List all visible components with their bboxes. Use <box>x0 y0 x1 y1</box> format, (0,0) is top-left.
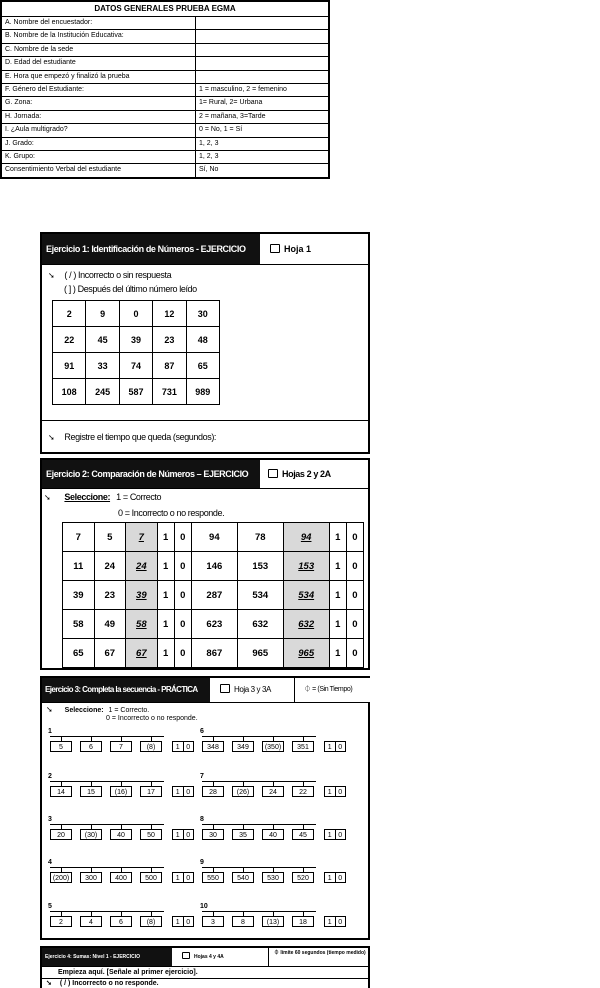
answer-cell: 39 <box>126 581 158 610</box>
arrow-icon: ➘ <box>44 493 51 502</box>
score-incorrect[interactable]: 0 <box>186 744 191 751</box>
exercise-1-grid <box>52 300 220 405</box>
general-row-label: K. Grupo: <box>2 151 196 163</box>
general-row <box>2 164 328 176</box>
select-label: Seleccione: <box>64 707 104 714</box>
score-correct[interactable]: 1 <box>173 873 184 882</box>
sequence-number: 7 <box>200 773 204 780</box>
sheet-label: Hoja 1 <box>284 244 312 254</box>
general-row <box>2 57 328 70</box>
score-options[interactable] <box>324 741 346 752</box>
sequence-item: 4 <box>80 916 102 927</box>
sequence-item: 15 <box>80 786 102 797</box>
number-cell[interactable]: 33 <box>86 353 119 379</box>
score-option[interactable]: 1 <box>329 581 346 610</box>
general-row-label: Consentimiento Verbal del estudiante <box>2 164 196 176</box>
sheets-label: Hojas 2 y 2A <box>282 469 331 479</box>
number-cell[interactable]: 2 <box>53 301 86 327</box>
sequence-item: (30) <box>80 829 102 840</box>
number-cell[interactable]: 22 <box>53 327 86 353</box>
score-incorrect[interactable]: 0 <box>186 789 191 796</box>
sequence-item: 351 <box>292 741 314 752</box>
sequence-item: 20 <box>50 829 72 840</box>
answer-cell: 7 <box>126 523 158 552</box>
general-row-label: E. Hora que empezó y finalizó la prueba <box>2 71 196 83</box>
number-cell: 11 <box>63 552 95 581</box>
general-row-value: 1, 2, 3 <box>199 152 219 160</box>
number-cell: 5 <box>94 523 126 552</box>
score-option[interactable]: 1 <box>157 639 174 668</box>
general-row-value: 1, 2, 3 <box>199 139 219 147</box>
general-row <box>2 151 328 164</box>
score-incorrect[interactable]: 0 <box>338 789 343 796</box>
score-correct[interactable]: 1 <box>325 787 336 796</box>
score-option[interactable]: 0 <box>346 610 363 639</box>
sequence-item: (200) <box>50 872 72 883</box>
book-icon <box>270 244 280 253</box>
sequence-number: 4 <box>48 859 52 866</box>
exercise-2-section <box>40 458 370 670</box>
general-row <box>2 17 328 30</box>
score-incorrect[interactable]: 0 <box>338 875 343 882</box>
exercise-4-limit: ⏀ límite 60 segundos (tiempo medido) <box>274 950 366 956</box>
number-cell: 23 <box>94 581 126 610</box>
score-incorrect[interactable]: 0 <box>186 832 191 839</box>
sequence-item: 540 <box>232 872 254 883</box>
sequence-number: 9 <box>200 859 204 866</box>
sequence-number: 3 <box>48 816 52 823</box>
score-option[interactable]: 0 <box>174 581 191 610</box>
sequence-item: (8) <box>140 916 162 927</box>
score-option[interactable]: 0 <box>174 610 191 639</box>
answer-cell: 58 <box>126 610 158 639</box>
option-correct: 1 = Correcto. <box>108 707 150 714</box>
general-row-label: C. Nombre de la sede <box>2 44 196 56</box>
book-icon <box>268 469 278 478</box>
score-options[interactable] <box>324 916 346 927</box>
answer-cell: 94 <box>283 523 329 552</box>
select-label: Seleccione: <box>64 492 111 502</box>
general-row-value <box>196 57 328 69</box>
number-cell: 49 <box>94 610 126 639</box>
number-cell: 632 <box>237 610 283 639</box>
exercise-1-header <box>42 234 260 264</box>
number-cell[interactable]: 587 <box>119 379 152 405</box>
number-cell: 146 <box>191 552 237 581</box>
score-option[interactable]: 1 <box>157 581 174 610</box>
option-correct: 1 = Correcto <box>116 492 162 502</box>
sheets-label: Hoja 3 y 3A <box>234 685 271 694</box>
general-row-value: 0 = No, 1 = Sí <box>199 126 243 134</box>
sequence-number: 8 <box>200 816 204 823</box>
score-options[interactable] <box>172 786 194 797</box>
number-cell[interactable]: 74 <box>119 353 152 379</box>
number-cell[interactable]: 65 <box>186 353 219 379</box>
score-correct[interactable]: 1 <box>325 830 336 839</box>
general-row-value: 2 = mañana, 3=Tarde <box>199 112 266 120</box>
general-row-value <box>196 30 328 42</box>
sequence-item: 8 <box>232 916 254 927</box>
number-cell[interactable]: 12 <box>153 301 186 327</box>
exercise-3-notime: ⏀ = (Sin Tiempo) <box>304 678 370 702</box>
exercise-3-header <box>42 678 210 702</box>
number-cell: 623 <box>191 610 237 639</box>
sequence-item: 530 <box>262 872 284 883</box>
sequence-number: 6 <box>200 728 204 735</box>
score-option[interactable]: 0 <box>174 552 191 581</box>
sequence-item: 40 <box>110 829 132 840</box>
general-row-label: I. ¿Aula multigrado? <box>2 124 196 136</box>
exercise-3-section <box>40 676 370 940</box>
sequence-number: 5 <box>48 903 52 910</box>
general-row <box>2 44 328 57</box>
general-row-label: J. Grado: <box>2 138 196 150</box>
number-cell: 534 <box>237 581 283 610</box>
number-cell: 78 <box>237 523 283 552</box>
general-data-table <box>0 0 330 179</box>
score-option[interactable]: 1 <box>329 552 346 581</box>
general-row-label: D. Edad del estudiante <box>2 57 196 69</box>
score-option[interactable]: 1 <box>329 610 346 639</box>
general-row-value <box>196 44 328 56</box>
score-incorrect[interactable]: 0 <box>186 875 191 882</box>
general-title: DATOS GENERALES PRUEBA EGMA <box>2 2 328 17</box>
answer-cell: 965 <box>283 639 329 668</box>
sequence-item: 50 <box>140 829 162 840</box>
score-option[interactable]: 0 <box>174 523 191 552</box>
sequence-item: 2 <box>50 916 72 927</box>
score-options[interactable] <box>172 741 194 752</box>
sequence-item: 400 <box>110 872 132 883</box>
arrow-icon: ➘ <box>46 980 52 987</box>
exercise-2-header <box>42 460 260 488</box>
general-row <box>2 138 328 151</box>
score-incorrect[interactable]: 0 <box>338 744 343 751</box>
exercise-4-title: Ejercicio 4: Sumas: Nivel 1 - EJERCICIO <box>45 954 141 960</box>
exercise-3-title: Ejercicio 3: Completa la secuencia - PRÁCTICA <box>45 685 198 694</box>
sequence-item: 17 <box>140 786 162 797</box>
sequence-item: 300 <box>80 872 102 883</box>
sequence-item: 30 <box>202 829 224 840</box>
book-icon <box>182 952 190 959</box>
score-option[interactable]: 0 <box>346 581 363 610</box>
number-cell[interactable]: 48 <box>186 327 219 353</box>
sequence-item: 45 <box>292 829 314 840</box>
answer-cell: 632 <box>283 610 329 639</box>
exercise-4-sheets: Hojas 4 y 4A <box>182 948 262 966</box>
score-options[interactable] <box>172 872 194 883</box>
number-cell[interactable]: 91 <box>53 353 86 379</box>
sequence-item: 18 <box>292 916 314 927</box>
score-correct[interactable]: 1 <box>173 917 184 926</box>
score-options[interactable] <box>324 786 346 797</box>
sequence-item: 349 <box>232 741 254 752</box>
answer-cell: 67 <box>126 639 158 668</box>
answer-cell: 153 <box>283 552 329 581</box>
timer-icon: ⏀ <box>304 686 311 693</box>
score-incorrect[interactable]: 0 <box>338 832 343 839</box>
sequence-item: 6 <box>80 741 102 752</box>
sequence-item: (13) <box>262 916 284 927</box>
score-options[interactable] <box>324 829 346 840</box>
exercise-1-title: Ejercicio 1: Identificación de Números - EJERCICIO <box>46 244 246 254</box>
score-options[interactable] <box>172 916 194 927</box>
general-row-value: 1 = masculino, 2 = femenino <box>199 85 287 93</box>
sequence-item: 348 <box>202 741 224 752</box>
number-cell: 39 <box>63 581 95 610</box>
sequence-item: 14 <box>50 786 72 797</box>
general-row-label: B. Nombre de la Institución Educativa: <box>2 30 196 42</box>
score-option[interactable]: 1 <box>157 552 174 581</box>
exercise-3-sheets <box>220 678 300 702</box>
general-row-label: G. Zona: <box>2 97 196 109</box>
exercise-1-note-after: ( ] ) Después del último número leído <box>64 284 197 294</box>
general-row <box>2 97 328 110</box>
sequence-item: (16) <box>110 786 132 797</box>
sequence-item: 500 <box>140 872 162 883</box>
score-correct[interactable]: 1 <box>325 742 336 751</box>
exercise-4-header <box>42 948 172 966</box>
number-cell: 94 <box>191 523 237 552</box>
answer-cell: 24 <box>126 552 158 581</box>
general-row-label: H. Jornada: <box>2 111 196 123</box>
score-option[interactable]: 1 <box>329 639 346 668</box>
number-cell[interactable]: 0 <box>119 301 152 327</box>
exercise-1-section <box>40 232 370 454</box>
general-row <box>2 111 328 124</box>
exercise-4-section <box>40 946 370 988</box>
sequence-item: 5 <box>50 741 72 752</box>
general-row-label: F. Género del Estudiante: <box>2 84 196 96</box>
number-cell[interactable]: 87 <box>153 353 186 379</box>
score-option[interactable]: 0 <box>174 639 191 668</box>
general-row-value <box>196 71 328 83</box>
general-row-value: Sí, No <box>199 166 219 174</box>
exercise-4-note: ( / ) Incorrecto o no responde. <box>59 980 159 987</box>
score-options[interactable] <box>172 829 194 840</box>
sequence-item: 35 <box>232 829 254 840</box>
sequence-item: 550 <box>202 872 224 883</box>
exercise-1-note-incorrect: ( / ) Incorrecto o sin respuesta <box>64 270 172 280</box>
general-row-label: A. Nombre del encuestador: <box>2 17 196 29</box>
general-row <box>2 124 328 137</box>
number-cell: 153 <box>237 552 283 581</box>
score-option[interactable]: 0 <box>346 639 363 668</box>
sequence-item: 7 <box>110 741 132 752</box>
score-correct[interactable]: 1 <box>325 873 336 882</box>
exercise-2-grid <box>62 522 364 668</box>
option-incorrect: 0 = Incorrecto o no responde. <box>106 715 198 722</box>
arrow-icon: ➘ <box>48 433 55 442</box>
general-row-value: 1= Rural, 2= Urbana <box>199 99 263 107</box>
number-cell: 58 <box>63 610 95 639</box>
book-icon <box>220 684 230 693</box>
sequence-item: 22 <box>292 786 314 797</box>
number-cell[interactable]: 9 <box>86 301 119 327</box>
number-cell[interactable]: 23 <box>153 327 186 353</box>
score-option[interactable]: 0 <box>346 523 363 552</box>
exercise-1-time-prompt: Registre el tiempo que queda (segundos): <box>64 432 217 442</box>
general-row <box>2 71 328 84</box>
sequence-item: 28 <box>202 786 224 797</box>
score-incorrect[interactable]: 0 <box>338 919 343 926</box>
number-cell[interactable]: 731 <box>153 379 186 405</box>
sequence-item: 520 <box>292 872 314 883</box>
sequence-item: 24 <box>262 786 284 797</box>
score-option[interactable]: 1 <box>157 610 174 639</box>
arrow-icon: ➘ <box>48 271 55 280</box>
number-cell[interactable]: 45 <box>86 327 119 353</box>
exercise-4-start: Empieza aquí. [Señale al primer ejercicio]. <box>58 969 198 976</box>
arrow-icon: ➘ <box>46 705 53 714</box>
number-cell[interactable]: 108 <box>53 379 86 405</box>
number-cell: 287 <box>191 581 237 610</box>
sequence-number: 2 <box>48 773 52 780</box>
score-option[interactable]: 1 <box>329 523 346 552</box>
general-row <box>2 84 328 97</box>
option-incorrect: 0 = Incorrecto o no responde. <box>118 508 225 518</box>
exercise-2-title: Ejercicio 2: Comparación de Números – EJERCICIO <box>46 469 249 479</box>
sequence-item: (8) <box>140 741 162 752</box>
score-correct[interactable]: 1 <box>173 742 184 751</box>
general-row <box>2 30 328 43</box>
answer-cell: 534 <box>283 581 329 610</box>
sequence-item: 6 <box>110 916 132 927</box>
exercise-2-sheets <box>268 460 368 488</box>
score-correct[interactable]: 1 <box>173 830 184 839</box>
score-options[interactable] <box>324 872 346 883</box>
score-option[interactable]: 0 <box>346 552 363 581</box>
sequence-item: (350) <box>262 741 284 752</box>
sequence-number: 1 <box>48 728 52 735</box>
timer-icon: ⏀ <box>274 950 280 956</box>
sequence-number: 10 <box>200 903 208 910</box>
number-cell[interactable]: 30 <box>186 301 219 327</box>
sequence-item: 3 <box>202 916 224 927</box>
number-cell: 65 <box>63 639 95 668</box>
number-cell: 867 <box>191 639 237 668</box>
sequence-item: (26) <box>232 786 254 797</box>
score-incorrect[interactable]: 0 <box>186 919 191 926</box>
number-cell[interactable]: 989 <box>186 379 219 405</box>
number-cell[interactable]: 39 <box>119 327 152 353</box>
number-cell: 965 <box>237 639 283 668</box>
score-correct[interactable]: 1 <box>325 917 336 926</box>
score-option[interactable]: 1 <box>157 523 174 552</box>
general-row-value <box>196 17 328 29</box>
number-cell: 7 <box>63 523 95 552</box>
number-cell[interactable]: 245 <box>86 379 119 405</box>
number-cell: 24 <box>94 552 126 581</box>
exercise-1-sheet <box>270 234 368 264</box>
sequence-item: 40 <box>262 829 284 840</box>
score-correct[interactable]: 1 <box>173 787 184 796</box>
number-cell: 67 <box>94 639 126 668</box>
